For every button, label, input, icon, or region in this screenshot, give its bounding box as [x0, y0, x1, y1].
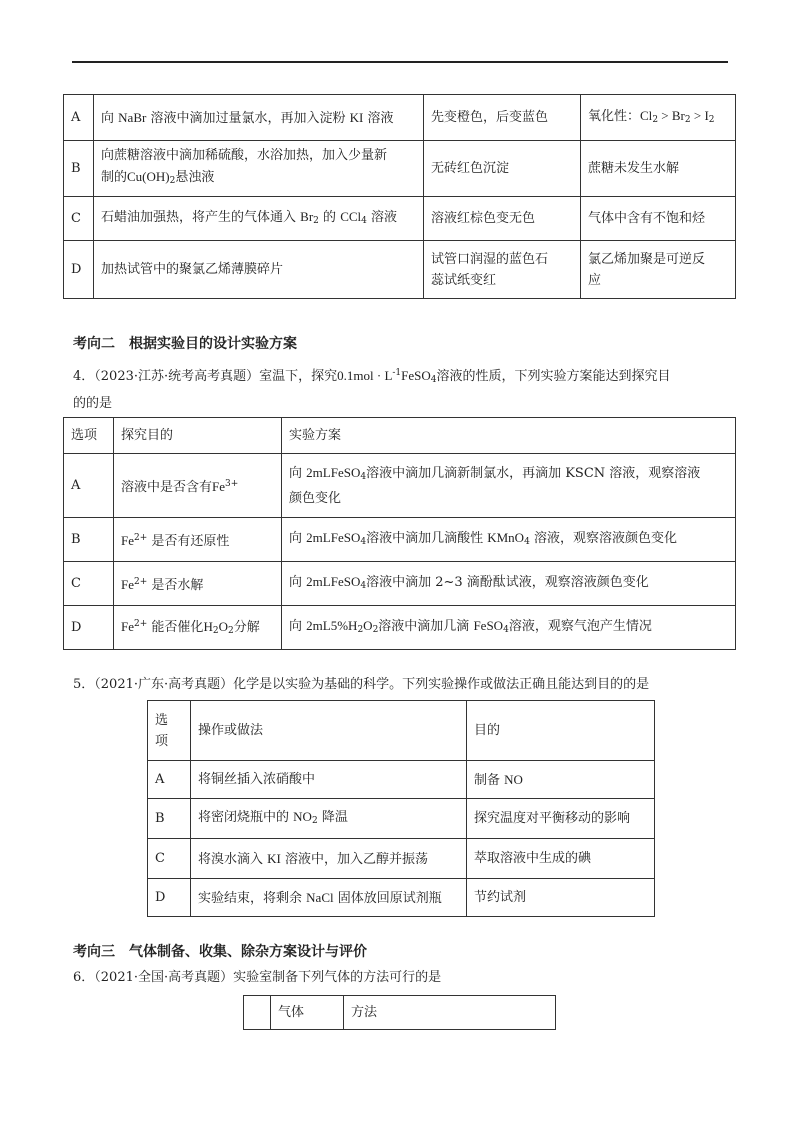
- option-letter: B: [64, 141, 94, 197]
- table-row: [64, 197, 736, 241]
- table-q6: [243, 995, 556, 1030]
- header-rule: [72, 61, 728, 63]
- header-plan: 实验方案: [282, 418, 736, 454]
- table-header-row: [64, 418, 736, 454]
- conclusion-cell: 氧化性：$Cl_2 > Br_2 > I_2$: [581, 95, 736, 141]
- table-row: [64, 518, 736, 562]
- table-row: [64, 454, 736, 518]
- plan-cell: 向 2mLFeSO$_4$溶液中滴加几滴新制氯水，再滴加 KSCN 溶液，观察溶液 颜色变化: [282, 454, 736, 518]
- header-operation: 操作或做法: [191, 701, 467, 761]
- option-letter: A: [64, 95, 94, 141]
- table-row: [64, 606, 736, 650]
- option-letter: D: [64, 241, 94, 299]
- header-gas: 气体: [271, 996, 344, 1030]
- option-letter: B: [148, 799, 191, 839]
- goal-cell: $Fe^{2+}$ 是否水解: [114, 562, 282, 606]
- option-letter: A: [64, 454, 114, 518]
- question-5-stem: 5．（2021·广东·高考真题）化学是以实验为基础的科学。下列实验操作或做法正确且能达到目的的是: [73, 677, 650, 692]
- header-method: 方法: [344, 996, 556, 1030]
- conclusion-cell: 氯乙烯加聚是可逆反 应: [581, 241, 736, 299]
- table-q5: [147, 700, 655, 917]
- option-letter: D: [64, 606, 114, 650]
- goal-cell: 萃取溶液中生成的碘: [467, 839, 655, 879]
- question-6-stem: 6．（2021·全国·高考真题）实验室制备下列气体的方法可行的是: [73, 970, 442, 985]
- phenomenon-cell: 试管口润湿的蓝色石 蕊试纸变红: [424, 241, 581, 299]
- operation-cell: 将铜丝插入浓硝酸中: [191, 761, 467, 799]
- conclusion-cell: 气体中含有不饱和烃: [581, 197, 736, 241]
- goal-cell: 节约试剂: [467, 879, 655, 917]
- option-letter: C: [148, 839, 191, 879]
- table-row: [64, 141, 736, 197]
- table-row: [64, 562, 736, 606]
- header-goal: 探究目的: [114, 418, 282, 454]
- operation-cell: 将溴水滴入 KI 溶液中，加入乙醇并振荡: [191, 839, 467, 879]
- header-goal: 目的: [467, 701, 655, 761]
- question-4-stem: 4．（2023·江苏·统考高考真题）室温下，探究$0.1mol \cdot L^{-1}FeSO_4$溶液的性质，下列实验方案能达到探究目 的的是: [73, 368, 671, 411]
- operation-cell: 加热试管中的聚氯乙烯薄膜碎片: [94, 241, 424, 299]
- table-header-row: [244, 996, 556, 1030]
- section-heading-2: 考向二 根据实验目的设计实验方案: [73, 336, 297, 352]
- option-letter: D: [148, 879, 191, 917]
- option-letter: B: [64, 518, 114, 562]
- table-row: [148, 799, 655, 839]
- table-row: [148, 879, 655, 917]
- table-q4: [63, 417, 736, 650]
- phenomenon-cell: 无砖红色沉淀: [424, 141, 581, 197]
- goal-cell: $Fe^{2+}$ 能否催化$H_2O_2$分解: [114, 606, 282, 650]
- operation-cell: 向 NaBr 溶液中滴加过量氯水，再加入淀粉 KI 溶液: [94, 95, 424, 141]
- operation-cell: 将密闭烧瓶中的 $NO_2$ 降温: [191, 799, 467, 839]
- blank-cell: [244, 996, 271, 1030]
- operation-cell: 向蔗糖溶液中滴加稀硫酸，水浴加热，加入少量新 制的$Cu(OH)_2$悬浊液: [94, 141, 424, 197]
- option-letter: C: [64, 197, 94, 241]
- section-heading-3: 考向三 气体制备、收集、除杂方案设计与评价: [73, 944, 367, 960]
- operation-cell: 实验结束，将剩余 NaCl 固体放回原试剂瓶: [191, 879, 467, 917]
- phenomenon-cell: 先变橙色，后变蓝色: [424, 95, 581, 141]
- table-row: [148, 839, 655, 879]
- table-row: [64, 95, 736, 141]
- header-option: 选 项: [148, 701, 191, 761]
- table-header-row: [148, 701, 655, 761]
- phenomenon-cell: 溶液红棕色变无色: [424, 197, 581, 241]
- option-letter: A: [148, 761, 191, 799]
- conclusion-cell: 蔗糖未发生水解: [581, 141, 736, 197]
- goal-cell: $Fe^{2+}$ 是否有还原性: [114, 518, 282, 562]
- goal-cell: 探究温度对平衡移动的影响: [467, 799, 655, 839]
- header-option: 选项: [64, 418, 114, 454]
- plan-cell: 向 $2mL5\%H_2O_2$溶液中滴加几滴 FeSO$_4$溶液，观察气泡产生情况: [282, 606, 736, 650]
- option-letter: C: [64, 562, 114, 606]
- table-row: [64, 241, 736, 299]
- operation-cell: 石蜡油加强热，将产生的气体通入 $Br_2$ 的 CCl$_4$ 溶液: [94, 197, 424, 241]
- table-1: [63, 94, 736, 299]
- goal-cell: 制备 NO: [467, 761, 655, 799]
- plan-cell: 向 2mLFeSO$_4$溶液中滴加 2~3 滴酚酞试液，观察溶液颜色变化: [282, 562, 736, 606]
- plan-cell: 向 2mLFeSO$_4$溶液中滴加几滴酸性 KMnO$_4$ 溶液，观察溶液颜色变化: [282, 518, 736, 562]
- goal-cell: 溶液中是否含有$Fe^{3+}$: [114, 454, 282, 518]
- table-row: [148, 761, 655, 799]
